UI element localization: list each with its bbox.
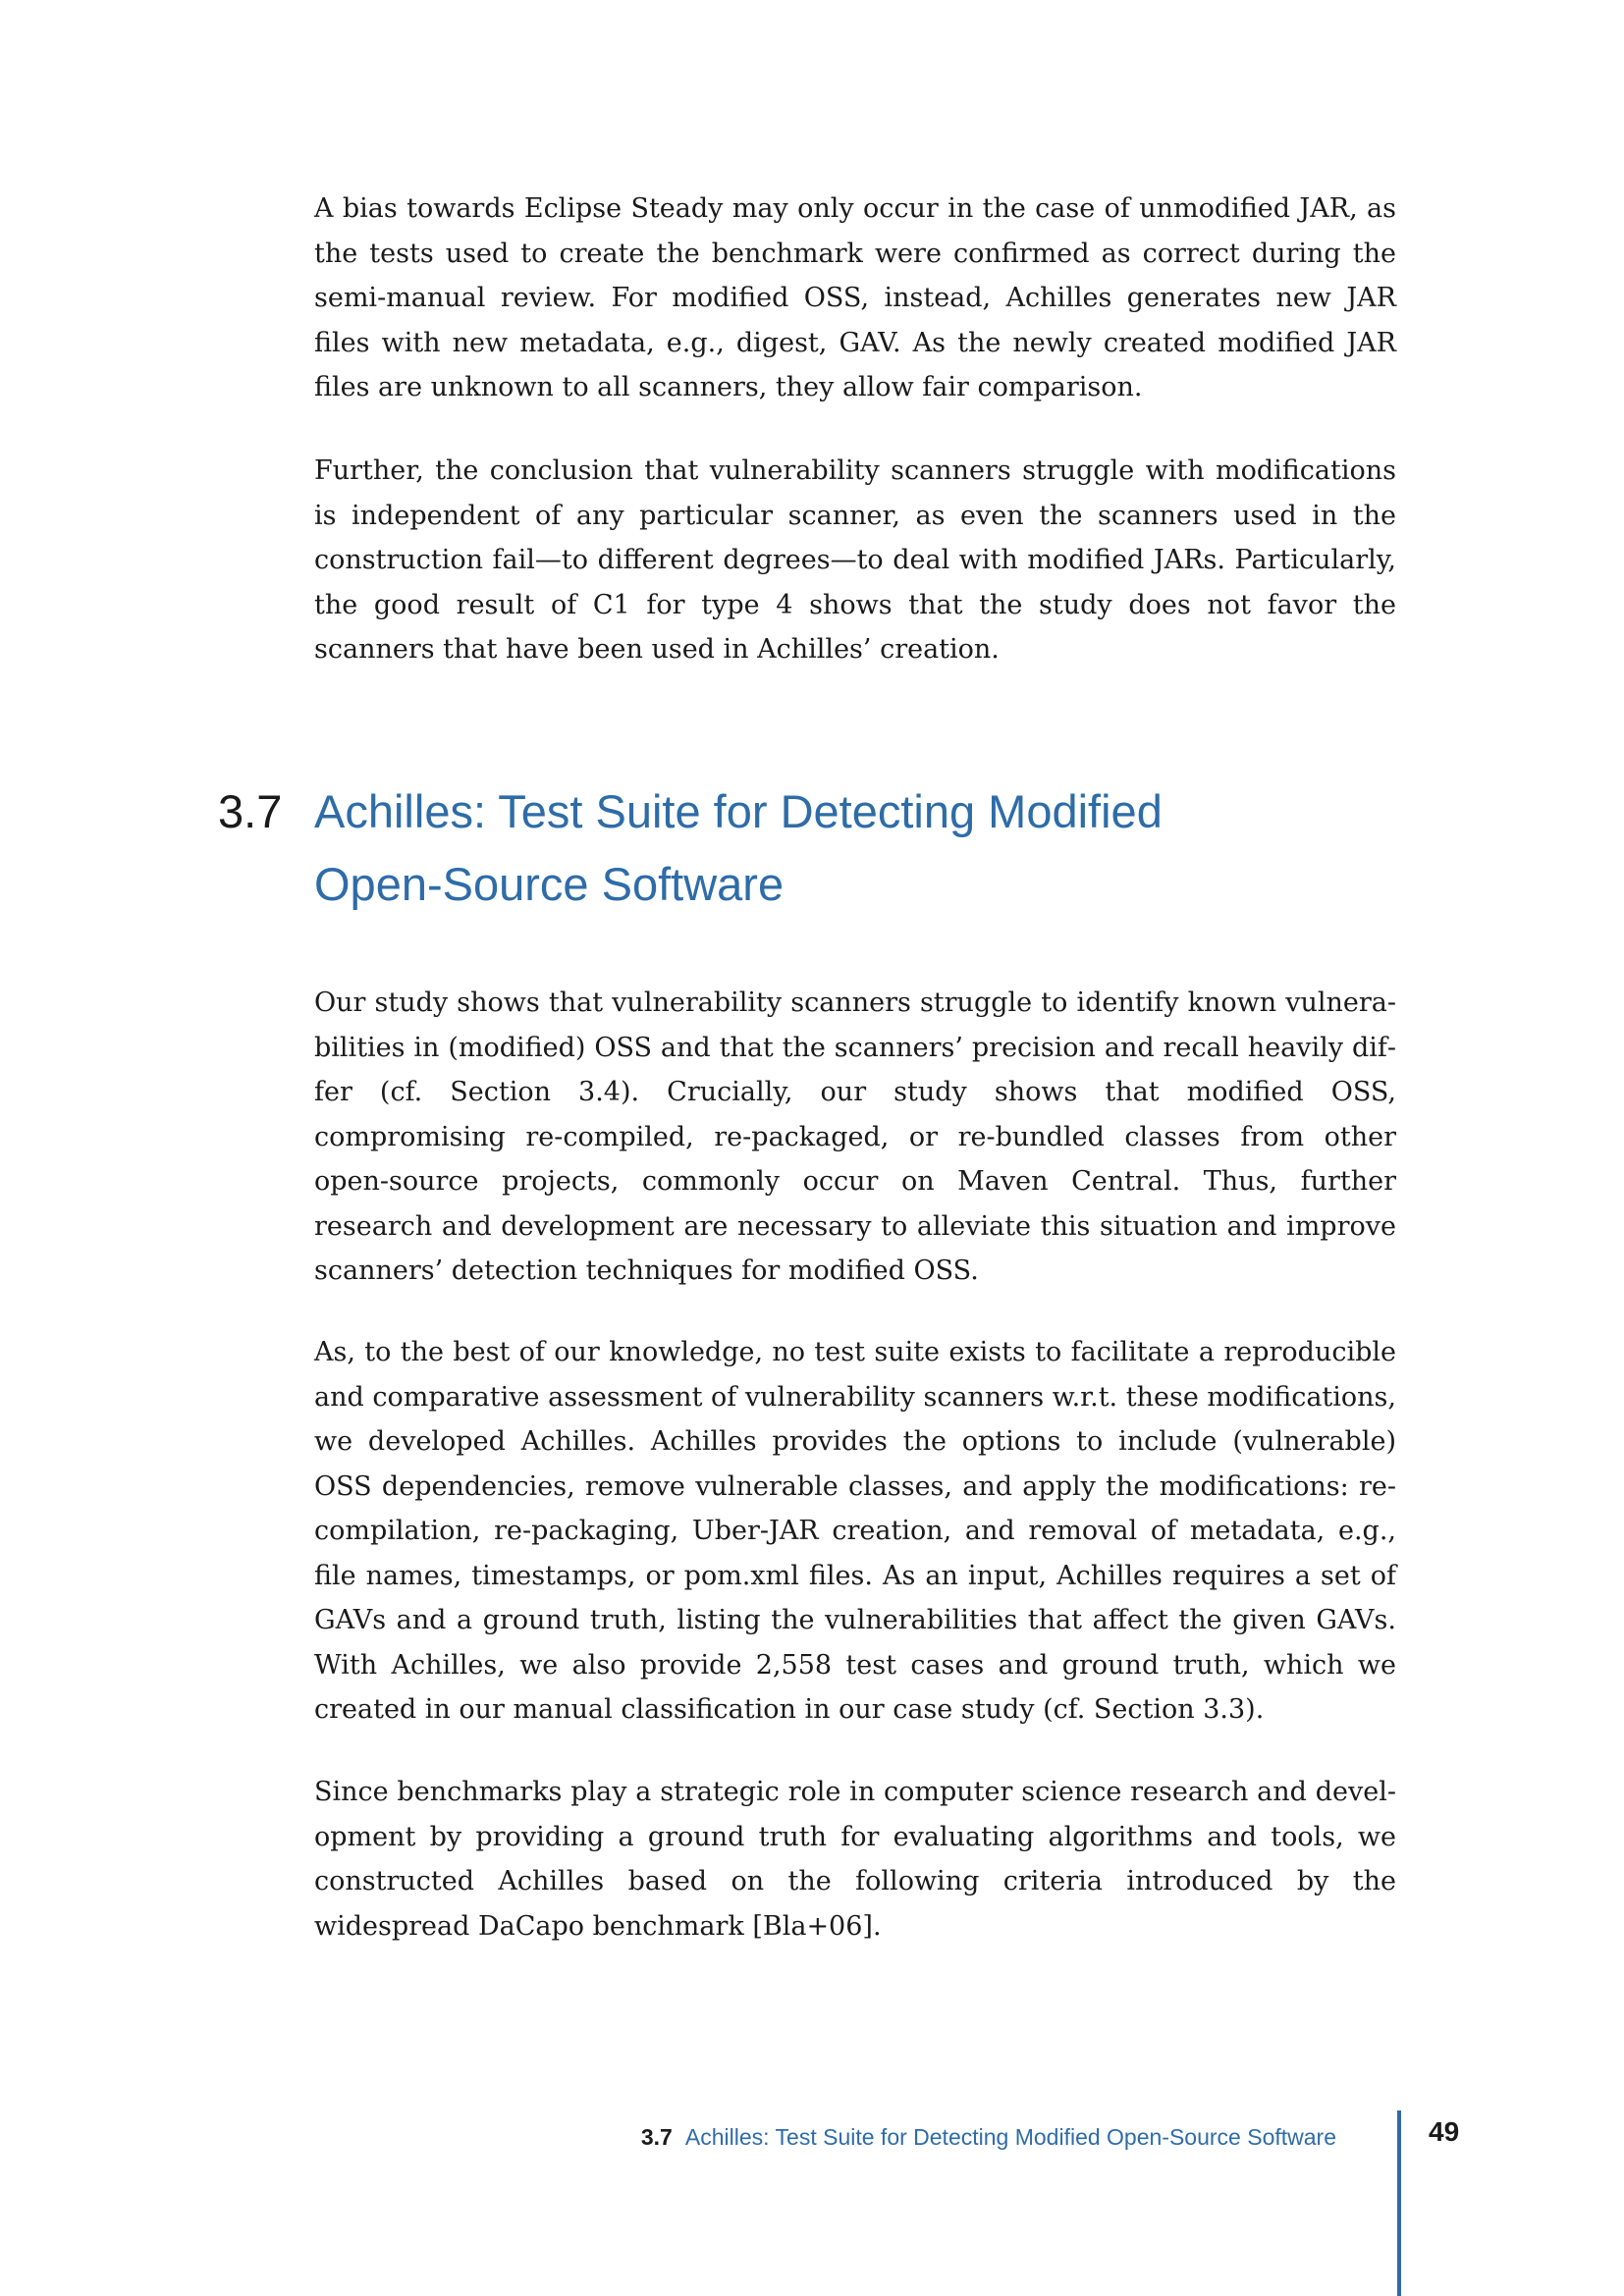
paragraph-achilles-description: As, to the best of our knowledge, no test suite exists to facilitate a reproducible and comparative assessment of vulnerability scanners w.r.t. these modifications, we developed Achilles. Achilles provides the options to include (vulnerable) OSS dependencies, remove vulnerable classes, and apply the modifications: re-compilation, re-packaging, Uber-JAR creation, and removal of metadata, e.g., file names, timestamps, or pom.xml files. As an input, Achilles requires a set of GAVs and a ground truth, listing the vulnerabilities that affect the given GAVs. With Achilles, we also provide 2,558 test cases and ground truth, which we created in our manual classification in our case study (cf. Section 3.3).: [314, 1337, 1396, 1725]
page-number: 49: [1429, 2116, 1460, 2147]
section-title: Achilles: Test Suite for Detecting Modified Open-Source Software: [314, 785, 1163, 910]
footer-section-number: 3.7: [640, 2124, 673, 2150]
paragraph-eclipse-steady-bias: A bias towards Eclipse Steady may only occur in the case of unmodified JAR, as the tests used to create the benchmark were confirmed as correct during the semi-manual review. For modified OSS, instead, Achilles generates new JAR files with new metadata, e.g., digest, GAV. As the newly created modified JAR files are unknown to all scanners, they allow fair comparison.: [314, 193, 1396, 402]
section-number: 3.7: [218, 785, 283, 837]
footer-vertical-rule: [1397, 2110, 1401, 2296]
paragraph-scanner-independence: Further, the conclusion that vulnerability scanners struggle with modifications is independent of any particular scanner, as even the scanners used in the construction fail—to different degrees—to deal with modified JARs. Particularly, the good result of C1 for type 4 shows that the study does not favor the scanners that have been used in Achilles’ creation.: [314, 455, 1396, 665]
footer-section-title: Achilles: Test Suite for Detecting Modified Open-Source Software: [684, 2124, 1336, 2150]
running-footer: [641, 2122, 1336, 2152]
paragraph-study-summary: Our study shows that vulnerability scanners struggle to identify known vulnerabilities in (modified) OSS and that the scanners’ precision and recall heavily differ (cf. Section 3.4). Crucially, our study shows that modified OSS, compromising re-compiled, re-packaged, or re-bundled classes from other open-source projects, commonly occur on Maven Central. Thus, further research and development are necessary to alleviate this situation and improve scanners’ detection techniques for modified OSS.: [314, 988, 1396, 1286]
paragraph-benchmark-criteria: Since benchmarks play a strategic role in computer science research and development by providing a ground truth for evaluating algorithms and tools, we constructed Achilles based on the following criteria introduced by the widespread DaCapo benchmark [Bla+06].: [314, 1777, 1396, 1942]
